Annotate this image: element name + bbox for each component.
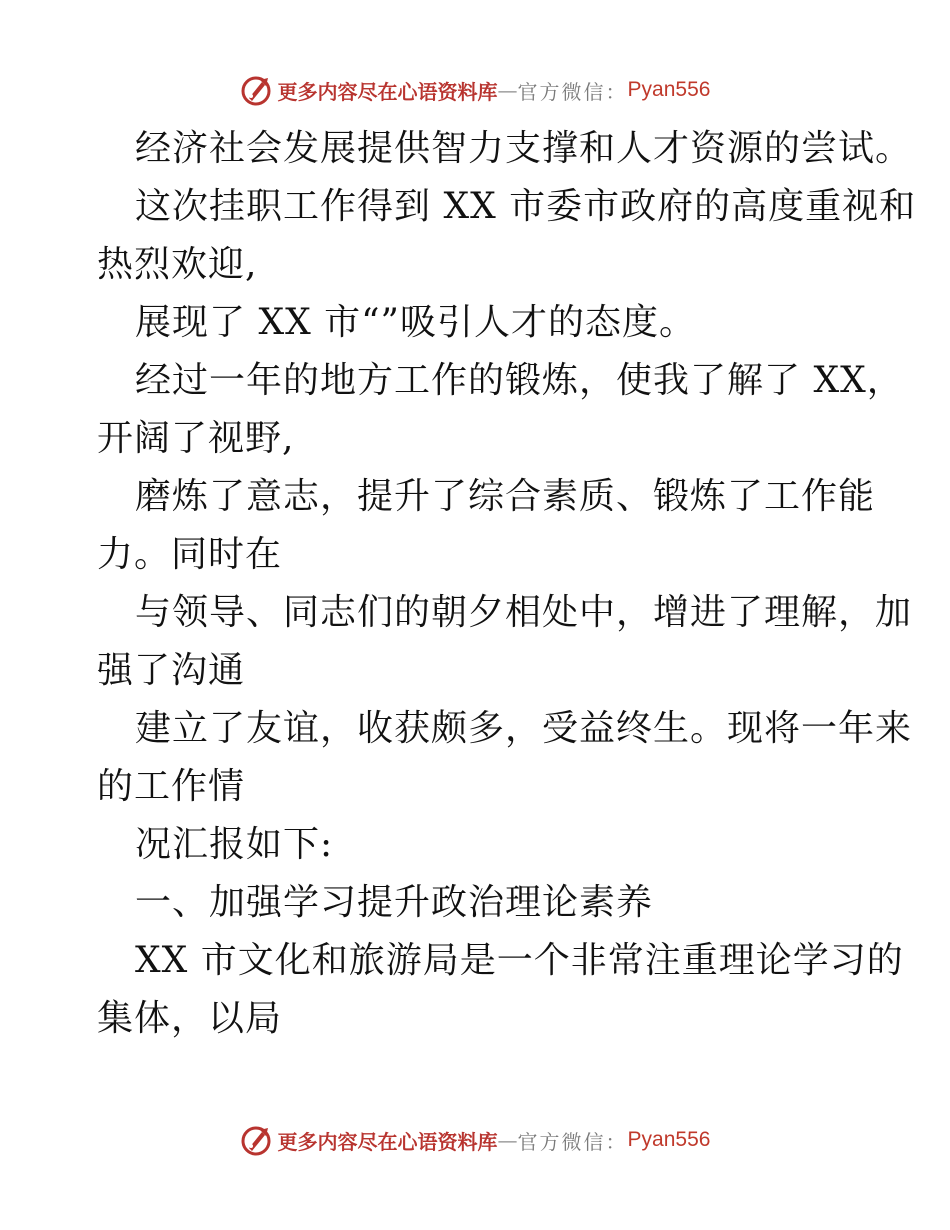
banner-official-label: 官方微信：: [517, 79, 628, 104]
text-line: 开阔了视野,: [97, 418, 295, 459]
banner-wechat-id: Pyan556: [627, 1128, 711, 1151]
text-line: 展现了 XX 市“”吸引人才的态度。: [135, 302, 696, 343]
body-text: [97, 120, 917, 1048]
text-line: 热烈欢迎,: [97, 244, 258, 285]
text-line: 况汇报如下:: [135, 824, 334, 865]
footer-banner: [0, 1120, 950, 1160]
banner-dash: —: [497, 78, 518, 102]
quill-pen-circle-icon: [240, 1124, 272, 1156]
banner-main-text: 更多内容尽在心语资料库: [277, 79, 498, 104]
text-line: 这次挂职工作得到 XX 市委市政府的高度重视和: [135, 186, 917, 227]
header-banner: [0, 70, 950, 110]
text-line: XX 市文化和旅游局是一个非常注重理论学习的: [135, 940, 904, 981]
banner-wechat-id: Pyan556: [627, 78, 711, 101]
text-line: 建立了友谊，收获颇多，受益终生。现将一年来: [135, 708, 913, 749]
text-line: 力。同时在: [97, 534, 283, 575]
text-line: 经过一年的地方工作的锻炼，使我了解了 XX，: [135, 360, 904, 401]
text-line: 的工作情: [97, 766, 246, 807]
text-line: 强了沟通: [97, 650, 246, 691]
section-heading: 一、加强学习提升政治理论素养: [135, 882, 654, 923]
text-line: 磨炼了意志，提升了综合素质、锻炼了工作能: [135, 476, 876, 517]
quill-pen-circle-icon: [240, 74, 272, 106]
banner-main-text: 更多内容尽在心语资料库: [277, 1129, 498, 1154]
banner-dash: —: [497, 1128, 518, 1152]
text-line: 经济社会发展提供智力支撑和人才资源的尝试。: [135, 128, 913, 169]
text-line: 集体，以局: [97, 998, 283, 1039]
text-line: 与领导、同志们的朝夕相处中，增进了理解，加: [135, 592, 913, 633]
banner-official-label: 官方微信：: [517, 1129, 628, 1154]
